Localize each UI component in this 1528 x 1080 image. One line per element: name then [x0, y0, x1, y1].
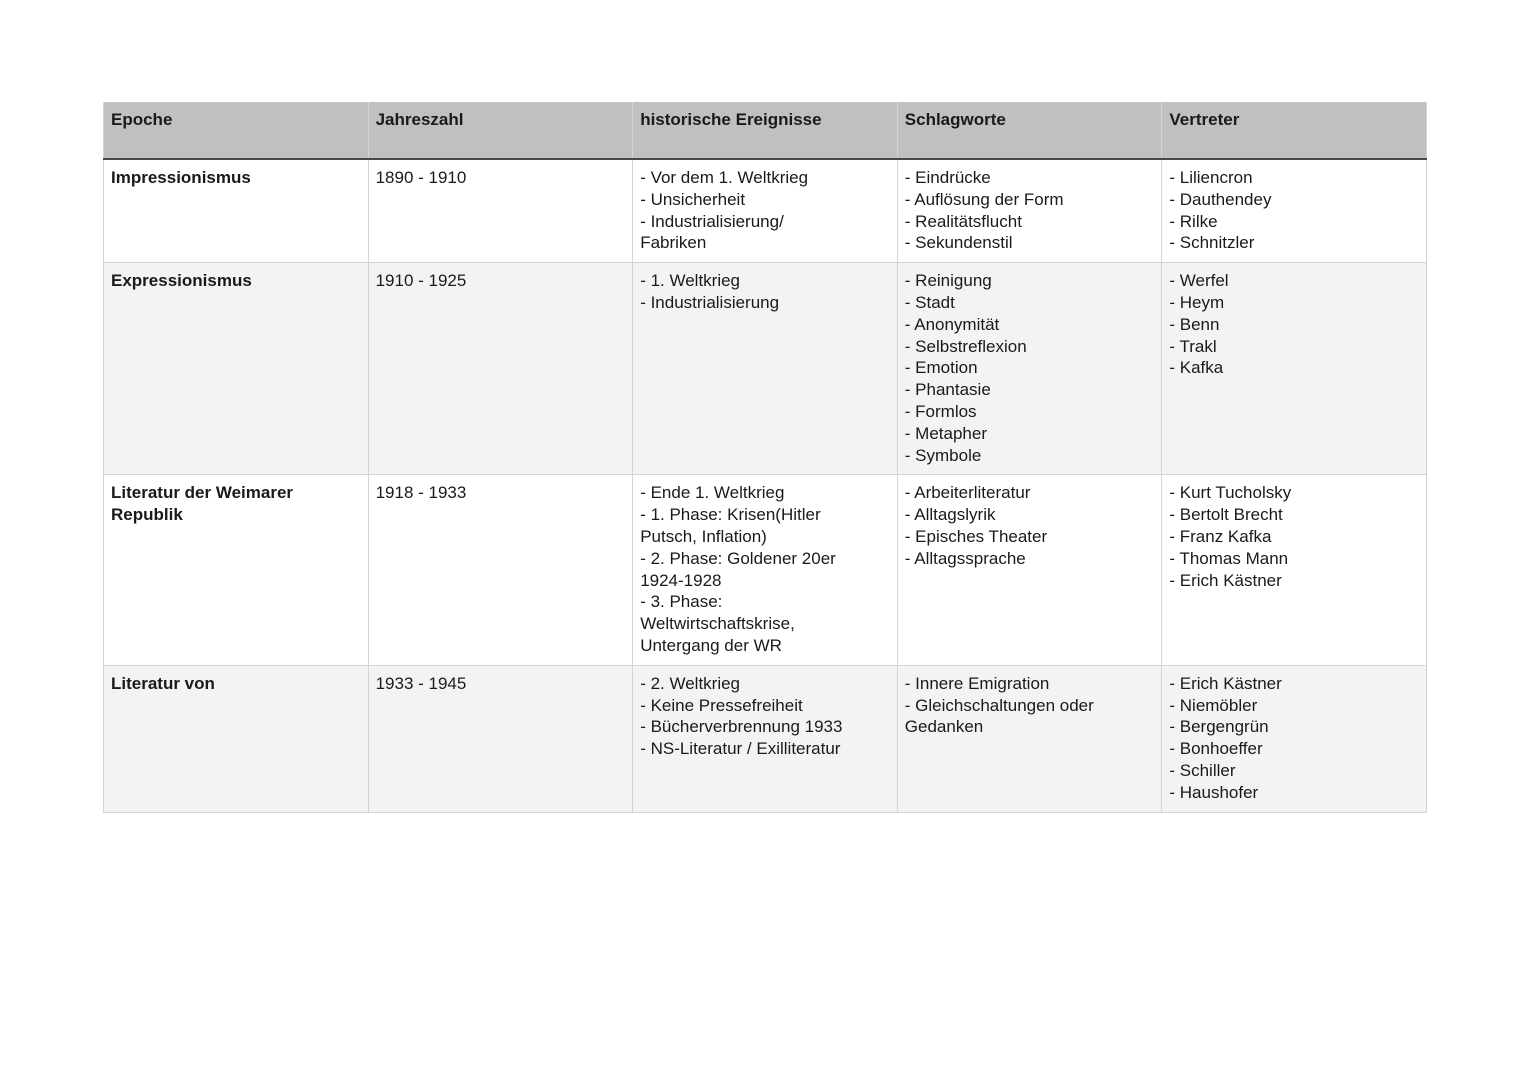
keywords-cell	[897, 665, 1162, 812]
keywords-line: - Eindrücke	[904, 168, 991, 187]
keywords-line: - Realitätsflucht	[904, 211, 1022, 231]
events-line: - Ende 1. Weltkrieg	[640, 483, 785, 503]
header-epoche: Epoche	[104, 102, 369, 159]
events-line: - 3. Phase:	[640, 592, 723, 612]
keywords-line: - Symbole	[904, 445, 982, 465]
events-line: - 2. Phase: Goldener 20er	[640, 548, 836, 568]
events-line: - 2. Weltkrieg	[640, 673, 741, 693]
keywords-line: - Stadt	[904, 292, 955, 312]
events-line: - Unsicherheit	[640, 189, 746, 209]
keywords-line: - Gleichschaltungen oder	[904, 695, 1094, 715]
keywords-line: - Arbeiterliteratur	[904, 483, 1031, 503]
header-vertreter: Vertreter	[1162, 102, 1427, 159]
events-line: - Vor dem 1. Weltkrieg	[640, 168, 809, 187]
keywords-line: - Anonymität	[904, 314, 1000, 334]
table-row	[104, 263, 1427, 475]
authors-line: - Rilke	[1169, 211, 1218, 231]
authors-cell	[1162, 665, 1427, 812]
header-schlagworte: Schlagworte	[897, 102, 1162, 159]
events-line: 1924-1928	[640, 570, 722, 590]
years-cell: 1933 - 1945	[368, 665, 633, 812]
authors-line: - Bertolt Brecht	[1169, 505, 1283, 525]
events-line: - Industrialisierung	[640, 292, 780, 312]
authors-line: - Niemöbler	[1169, 695, 1258, 715]
events-cell	[633, 263, 898, 475]
authors-cell	[1162, 159, 1427, 263]
events-line: Fabriken	[640, 233, 707, 253]
events-cell	[633, 475, 898, 665]
authors-line: - Franz Kafka	[1169, 526, 1272, 546]
epochs-table	[103, 102, 1427, 813]
authors-line: - Werfel	[1169, 271, 1229, 291]
authors-line: - Bonhoeffer	[1169, 739, 1263, 759]
table-row	[104, 475, 1427, 665]
authors-cell	[1162, 263, 1427, 475]
keywords-line: - Innere Emigration	[904, 673, 1050, 693]
keywords-line: - Alltagslyrik	[904, 505, 996, 525]
epoch-cell: Expressionismus	[104, 263, 369, 475]
authors-line: - Bergengrün	[1169, 717, 1269, 737]
events-line: Untergang der WR	[640, 635, 782, 655]
events-line: Putsch, Inflation)	[640, 526, 767, 546]
authors-line: - Kurt Tucholsky	[1169, 483, 1292, 503]
epoch-cell: Literatur von	[104, 665, 369, 812]
table-row	[104, 159, 1427, 263]
years-cell: 1918 - 1933	[368, 475, 633, 665]
years-cell: 1890 - 1910	[368, 159, 633, 263]
keywords-line: - Auflösung der Form	[904, 189, 1064, 209]
header-historische-ereignisse: historische Ereignisse	[633, 102, 898, 159]
events-line: Weltwirtschaftskrise,	[640, 614, 795, 634]
authors-line: - Schiller	[1169, 760, 1236, 780]
authors-line: - Dauthendey	[1169, 189, 1272, 209]
header-row	[104, 102, 1427, 159]
keywords-line: Gedanken	[904, 717, 984, 737]
authors-line: - Trakl	[1169, 336, 1217, 356]
events-cell	[633, 159, 898, 263]
keywords-cell	[897, 159, 1162, 263]
keywords-line: - Reinigung	[904, 271, 992, 291]
authors-line: - Liliencron	[1169, 168, 1253, 187]
authors-line: - Erich Kästner	[1169, 570, 1282, 590]
authors-line: - Erich Kästner	[1169, 673, 1282, 693]
authors-cell	[1162, 475, 1427, 665]
authors-line: - Kafka	[1169, 358, 1224, 378]
keywords-cell	[897, 475, 1162, 665]
events-cell	[633, 665, 898, 812]
keywords-line: - Selbstreflexion	[904, 336, 1027, 356]
events-line: - 1. Weltkrieg	[640, 271, 741, 291]
epoch-cell: Impressionismus	[104, 159, 369, 263]
authors-line: - Heym	[1169, 292, 1225, 312]
keywords-cell	[897, 263, 1162, 475]
keywords-line: - Emotion	[904, 358, 978, 378]
keywords-line: - Alltagssprache	[904, 548, 1026, 568]
keywords-line: - Episches Theater	[904, 526, 1048, 546]
events-line: - Bücherverbrennung 1933	[640, 717, 843, 737]
keywords-line: - Sekundenstil	[904, 233, 1013, 253]
authors-line: - Thomas Mann	[1169, 548, 1289, 568]
table-row	[104, 665, 1427, 812]
events-line: - Keine Pressefreiheit	[640, 695, 803, 715]
keywords-line: - Phantasie	[904, 380, 991, 400]
header-jahreszahl: Jahreszahl	[368, 102, 633, 159]
keywords-line: - Metapher	[904, 423, 987, 443]
events-line: - 1. Phase: Krisen(Hitler	[640, 505, 821, 525]
authors-line: - Benn	[1169, 314, 1220, 334]
keywords-line: - Formlos	[904, 401, 977, 421]
epoch-cell: Literatur der Weimarer Republik	[104, 475, 369, 665]
years-cell: 1910 - 1925	[368, 263, 633, 475]
authors-line: - Haushofer	[1169, 782, 1259, 802]
events-line: - Industrialisierung/	[640, 211, 784, 231]
events-line: - NS-Literatur / Exilliteratur	[640, 739, 841, 759]
authors-line: - Schnitzler	[1169, 233, 1255, 253]
